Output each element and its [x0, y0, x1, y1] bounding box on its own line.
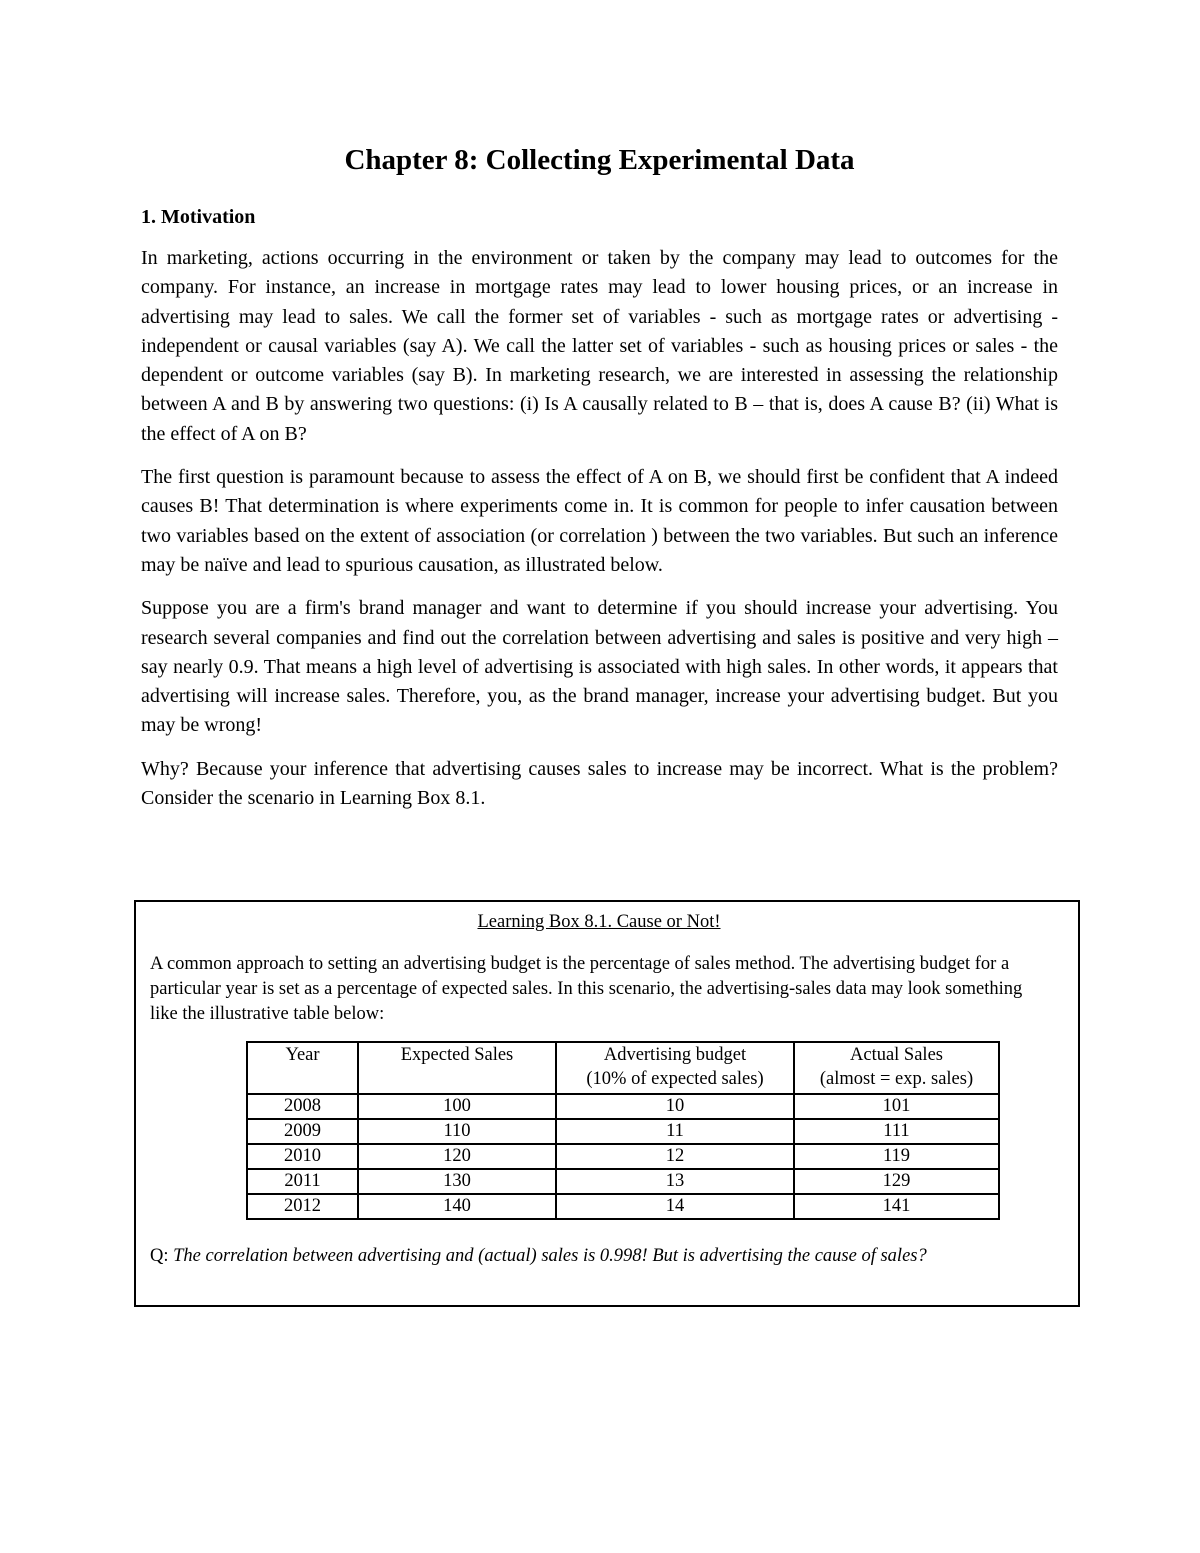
- table-header-row: [247, 1042, 999, 1094]
- chapter-title: Chapter 8: Collecting Experimental Data: [344, 144, 855, 176]
- cell-year: 2012: [247, 1194, 358, 1219]
- cell-year: 2008: [247, 1094, 358, 1119]
- cell-expected-sales: 130: [358, 1169, 556, 1194]
- table-row: [247, 1094, 999, 1119]
- cell-year: 2010: [247, 1144, 358, 1169]
- cell-actual-sales: 141: [794, 1194, 999, 1219]
- advertising-sales-table: [246, 1041, 1000, 1220]
- learning-box: [134, 900, 1080, 1307]
- table-row: [247, 1144, 999, 1169]
- header-advertising-budget: [556, 1042, 794, 1094]
- header-expected-sales: [358, 1042, 556, 1094]
- table-row: [247, 1169, 999, 1194]
- cell-year: 2011: [247, 1169, 358, 1194]
- paragraph-4: Why? Because your inference that advertising causes sales to increase may be incorrect. What is the problem? Consider the scenario in Learning Box 8.1.: [141, 757, 1058, 810]
- cell-expected-sales: 110: [358, 1119, 556, 1144]
- cell-expected-sales: 140: [358, 1194, 556, 1219]
- header-advertising-budget-line1: Advertising budget: [603, 1045, 747, 1065]
- learning-box-title: Learning Box 8.1. Cause or Not!: [477, 912, 721, 932]
- cell-expected-sales: 120: [358, 1144, 556, 1169]
- paragraph-3: Suppose you are a firm's brand manager and want to determine if you should increase your advertising. You research several companies and find out the correlation between advertising and sales is positive and very high – say nearly 0.9. That means a high level of advertising is associated with high sales. In other words, it appears that advertising will increase sales. Therefore, you, as the brand manager, increase your advertising budget. But you may be wrong!: [141, 597, 1058, 737]
- cell-advertising-budget: 13: [556, 1169, 794, 1194]
- cell-advertising-budget: 14: [556, 1194, 794, 1219]
- document-page: [141, 140, 1058, 827]
- table-row: [247, 1194, 999, 1219]
- table-row: [247, 1119, 999, 1144]
- paragraph-1: In marketing, actions occurring in the environment or taken by the company may lead to outcomes for the company. For instance, an increase in mortgage rates may lead to lower housing prices, or an increase in advertising may lead to sales. We call the former set of variables - such as mortgage rates or advertising - independent or causal variables (say A). We call the latter set of variables - such as housing prices or sales - the dependent or outcome variables (say B). In marketing research, we are interested in assessing the relationship between A and B by answering two questions: (i) Is A causally related to B – that is, does A cause B? (ii) What is the effect of A on B?: [141, 247, 1058, 445]
- cell-advertising-budget: 10: [556, 1094, 794, 1119]
- header-actual-sales: [794, 1042, 999, 1094]
- header-actual-sales-line1: Actual Sales: [850, 1045, 943, 1065]
- cell-year: 2009: [247, 1119, 358, 1144]
- header-expected-sales-line1: Expected Sales: [400, 1045, 514, 1065]
- cell-advertising-budget: 12: [556, 1144, 794, 1169]
- cell-advertising-budget: 11: [556, 1119, 794, 1144]
- cell-expected-sales: 100: [358, 1094, 556, 1119]
- paragraph-2: The first question is paramount because to assess the effect of A on B, we should first be confident that A indeed causes B! That determination is where experiments come in. It is common for people to infer causation between two variables based on the extent of association (or correlation ) between the two variables. But such an inference may be naïve and lead to spurious causation, as illustrated below.: [141, 466, 1058, 576]
- header-year-line1: Year: [285, 1045, 320, 1065]
- cell-actual-sales: 101: [794, 1094, 999, 1119]
- header-year: [247, 1042, 358, 1094]
- section-heading-motivation: 1. Motivation: [141, 206, 256, 228]
- learning-box-intro: A common approach to setting an advertising budget is the percentage of sales method. The advertising budget for a particular year is set as a percentage of expected sales. In this scenario, the advertising-sales data may look something like the illustrative table below:: [150, 954, 1023, 1024]
- question-text: The correlation between advertising and (actual) sales is 0.998! But is advertising the cause of sales?: [173, 1246, 927, 1266]
- header-advertising-budget-line2: (10% of expected sales): [586, 1069, 764, 1089]
- header-actual-sales-line2: (almost = exp. sales): [819, 1069, 974, 1089]
- question-prefix: Q:: [150, 1246, 174, 1266]
- learning-box-question: [150, 1244, 1048, 1268]
- cell-actual-sales: 111: [794, 1119, 999, 1144]
- cell-actual-sales: 129: [794, 1169, 999, 1194]
- cell-actual-sales: 119: [794, 1144, 999, 1169]
